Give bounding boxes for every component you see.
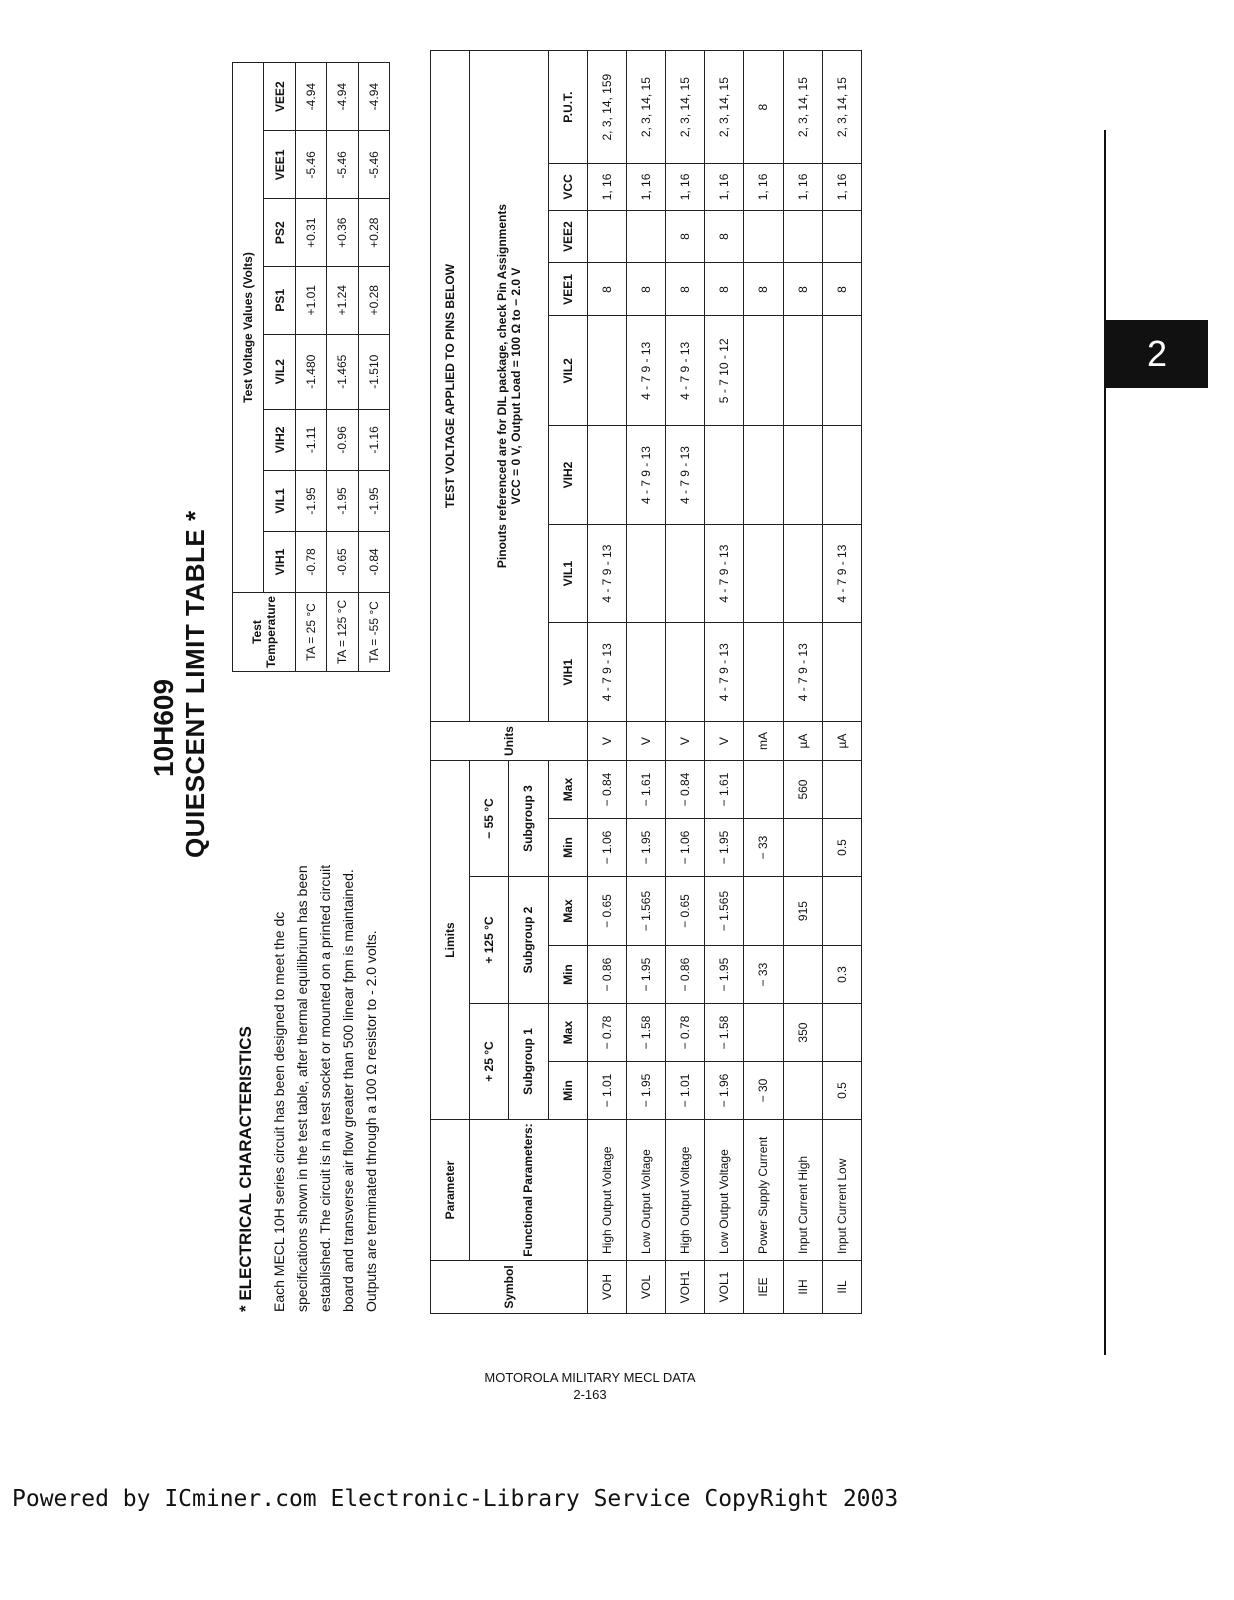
h-subgroup: Subgroup 2 [509, 876, 548, 1003]
parameter-cell: Power Supply Current [744, 1120, 783, 1261]
limit-cell: − 0.84 [666, 761, 705, 819]
pin-cell [626, 524, 665, 623]
limit-cell: 0.3 [822, 946, 861, 1004]
table-row [587, 51, 626, 1314]
units-cell: mA [744, 722, 783, 761]
parameter-cell: High Output Voltage [587, 1120, 626, 1261]
symbol-cell: IIH [783, 1261, 822, 1314]
pin-cell [822, 210, 861, 263]
h-min: Min [548, 946, 587, 1004]
h-min: Min [548, 1062, 587, 1120]
limit-cell [822, 876, 861, 945]
limit-cell: 0.5 [822, 1062, 861, 1120]
h-min: Min [548, 819, 587, 877]
pin-cell [744, 524, 783, 623]
limit-cell [744, 761, 783, 819]
limit-cell: − 0.86 [587, 946, 626, 1004]
table-row [783, 51, 822, 1314]
pin-cell: 5 - 7 10 - 12 [705, 316, 744, 426]
pin-cell: 2, 3, 14, 159 [587, 51, 626, 164]
h-note2: VCC = 0 V, Output Load = 100 Ω to − 2.0 V [508, 267, 523, 505]
symbol-cell: VOL [626, 1261, 665, 1314]
pin-cell [744, 316, 783, 426]
pin-cell: 2, 3, 14, 15 [626, 51, 665, 164]
limit-cell: − 1.01 [587, 1062, 626, 1120]
symbol-cell: IEE [744, 1261, 783, 1314]
pin-cell [783, 524, 822, 623]
pin-cell: 8 [705, 210, 744, 263]
tvv-cell: +1.01 [295, 266, 326, 334]
tvv-col: VEE2 [264, 63, 295, 131]
page-title: QUIESCENT LIMIT TABLE * [180, 510, 210, 858]
tvv-cell: +0.28 [358, 199, 389, 267]
table-row [822, 51, 861, 1314]
limit-cell [783, 946, 822, 1004]
pin-cell: 8 [705, 263, 744, 316]
limit-cell [744, 1004, 783, 1062]
parameter-cell: Input Current High [783, 1120, 822, 1261]
h-functional: Functional Parameters: [470, 1120, 588, 1261]
test-voltage-table [232, 62, 390, 672]
tvv-cell: -1.510 [358, 334, 389, 409]
pin-cell [626, 210, 665, 263]
limit-cell: − 1.01 [666, 1062, 705, 1120]
tvv-cell: -4.94 [327, 63, 358, 131]
tvv-cell: -5.46 [327, 131, 358, 199]
limit-cell: − 0.86 [666, 946, 705, 1004]
tvv-col: PS2 [264, 199, 295, 267]
pin-cell: 1, 16 [626, 164, 665, 210]
limit-cell [822, 1004, 861, 1062]
h-temp: + 25 °C [470, 1004, 509, 1120]
tvv-temp: TA = -55 °C [358, 593, 389, 672]
limit-cell: 560 [783, 761, 822, 819]
pin-cell [666, 524, 705, 623]
limit-cell: − 30 [744, 1062, 783, 1120]
tvv-col: VIH1 [264, 531, 295, 592]
limit-cell: − 1.565 [705, 876, 744, 945]
tvv-col: VIL1 [264, 470, 295, 531]
tvv-col: VEE1 [264, 131, 295, 199]
pin-cell: 4 - 7 9 - 13 [587, 623, 626, 722]
limit-cell: − 0.65 [666, 876, 705, 945]
tvv-cell: -1.480 [295, 334, 326, 409]
pin-cell: 8 [626, 263, 665, 316]
symbol-cell: VOH1 [666, 1261, 705, 1314]
units-cell: µA [822, 722, 861, 761]
pin-cell: 8 [744, 263, 783, 316]
pin-cell [822, 316, 861, 426]
pin-cell [666, 623, 705, 722]
limit-cell: − 33 [744, 819, 783, 877]
tvv-cell: +0.36 [327, 199, 358, 267]
tvv-cell: -1.95 [295, 470, 326, 531]
h-pin-col: VEE2 [548, 210, 587, 263]
parameter-cell: Low Output Voltage [626, 1120, 665, 1261]
h-units: Units [431, 722, 588, 761]
h-parameter: Parameter [431, 1120, 470, 1261]
quiescent-limit-table [430, 50, 862, 1314]
pin-cell [587, 210, 626, 263]
pin-cell: 1, 16 [783, 164, 822, 210]
limit-cell: − 1.61 [705, 761, 744, 819]
h-pin-col: VIL2 [548, 316, 587, 426]
table-row [666, 51, 705, 1314]
pin-cell: 4 - 7 9 - 13 [587, 524, 626, 623]
electrical-body: Each MECL 10H series circuit has been designed to meet the dc specifications shown in the test table, after thermal equilibrium has been established. The circuit is in a test socket or mounted on a printed circuit board and transverse air flow greater than 500 linear fpm is maintained. Outputs are terminated through a 100 Ω resistor to - 2.0 volts. [271, 864, 379, 1312]
tvv-cell: +0.31 [295, 199, 326, 267]
h-symbol: Symbol [431, 1261, 588, 1314]
tvv-cell: -1.16 [358, 409, 389, 470]
h-limits: Limits [431, 761, 470, 1120]
pin-cell: 4 - 7 9 - 13 [626, 426, 665, 525]
limit-cell [822, 761, 861, 819]
units-cell: V [666, 722, 705, 761]
table-row [327, 63, 358, 672]
limit-cell: − 33 [744, 946, 783, 1004]
h-subgroup: Subgroup 1 [509, 1004, 548, 1120]
h-pin-col: VIL1 [548, 524, 587, 623]
limit-cell: − 1.58 [705, 1004, 744, 1062]
limit-cell: − 1.96 [705, 1062, 744, 1120]
pin-cell: 8 [783, 263, 822, 316]
h-pin-col: P.U.T. [548, 51, 587, 164]
pin-cell: 8 [666, 263, 705, 316]
h-temp: − 55 °C [470, 761, 509, 877]
parameter-cell: Low Output Voltage [705, 1120, 744, 1261]
tvv-cell: -1.465 [327, 334, 358, 409]
pin-cell: 4 - 7 9 - 13 [822, 524, 861, 623]
section-tab: 2 [1106, 320, 1208, 388]
parameter-cell: Input Current Low [822, 1120, 861, 1261]
tvv-cell: -5.46 [358, 131, 389, 199]
pin-cell [626, 623, 665, 722]
limit-cell: − 0.65 [587, 876, 626, 945]
pin-cell: 1, 16 [822, 164, 861, 210]
pin-cell [744, 623, 783, 722]
limit-cell: − 1.95 [705, 819, 744, 877]
tvv-col: VIL2 [264, 334, 295, 409]
tvv-cell: -5.46 [295, 131, 326, 199]
table-row [295, 63, 326, 672]
h-test-voltage: TEST VOLTAGE APPLIED TO PINS BELOW [431, 51, 470, 722]
electrical-heading: * ELECTRICAL CHARACTERISTICS [236, 1026, 255, 1312]
pin-cell: 1, 16 [705, 164, 744, 210]
pin-cell [587, 426, 626, 525]
tvv-col: PS1 [264, 266, 295, 334]
tvv-cell: -1.11 [295, 409, 326, 470]
limit-cell: − 0.84 [587, 761, 626, 819]
pin-cell [705, 426, 744, 525]
limit-cell: 915 [783, 876, 822, 945]
pin-cell: 8 [744, 51, 783, 164]
limit-cell [783, 1062, 822, 1120]
units-cell: V [626, 722, 665, 761]
powered-by-text: Powered by ICminer.com Electronic-Library Service CopyRight 2003 [12, 1486, 899, 1512]
tvv-cell: -1.95 [327, 470, 358, 531]
h-pin-col: VEE1 [548, 263, 587, 316]
symbol-cell: IIL [822, 1261, 861, 1314]
units-cell: µA [783, 722, 822, 761]
pin-cell: 4 - 7 9 - 13 [705, 524, 744, 623]
part-number: 10H609 [148, 678, 179, 778]
tvv-col: VIH2 [264, 409, 295, 470]
symbol-cell: VOH [587, 1261, 626, 1314]
tvv-cell: -0.65 [327, 531, 358, 592]
pin-cell: 1, 16 [587, 164, 626, 210]
limit-cell: − 1.95 [626, 946, 665, 1004]
h-max: Max [548, 761, 587, 819]
limit-cell: − 0.78 [587, 1004, 626, 1062]
tvv-temp-header: Test Temperature [233, 593, 296, 672]
pin-cell [783, 426, 822, 525]
h-max: Max [548, 1004, 587, 1062]
pin-cell: 4 - 7 9 - 13 [666, 316, 705, 426]
table-row [744, 51, 783, 1314]
parameter-cell: High Output Voltage [666, 1120, 705, 1261]
pin-cell: 4 - 7 9 - 13 [783, 623, 822, 722]
pin-cell: 2, 3, 14, 15 [822, 51, 861, 164]
pin-cell: 2, 3, 14, 15 [666, 51, 705, 164]
tvv-cell: -4.94 [295, 63, 326, 131]
limit-cell: − 1.95 [705, 946, 744, 1004]
units-cell: V [705, 722, 744, 761]
limit-cell [744, 876, 783, 945]
limit-cell: 0.5 [822, 819, 861, 877]
limit-cell: − 1.565 [626, 876, 665, 945]
tvv-cell: -1.95 [358, 470, 389, 531]
tvv-cell: -4.94 [358, 63, 389, 131]
table-row [705, 51, 744, 1314]
h-temp: + 125 °C [470, 876, 509, 1003]
tvv-cell: -0.96 [327, 409, 358, 470]
h-pin-col: VIH2 [548, 426, 587, 525]
tvv-cell: -0.78 [295, 531, 326, 592]
pin-cell [783, 316, 822, 426]
pin-cell [822, 426, 861, 525]
h-pin-col: VIH1 [548, 623, 587, 722]
pin-cell: 4 - 7 9 - 13 [666, 426, 705, 525]
pin-cell: 2, 3, 14, 15 [705, 51, 744, 164]
table-row [358, 63, 389, 672]
pin-cell [783, 210, 822, 263]
units-cell: V [587, 722, 626, 761]
pin-cell: 1, 16 [666, 164, 705, 210]
limit-cell: − 0.78 [666, 1004, 705, 1062]
tvv-cell: +0.28 [358, 266, 389, 334]
limit-cell: − 1.61 [626, 761, 665, 819]
pin-cell: 8 [666, 210, 705, 263]
table-row [626, 51, 665, 1314]
symbol-cell: VOL1 [705, 1261, 744, 1314]
pin-cell: 1, 16 [744, 164, 783, 210]
tvv-cell: -0.84 [358, 531, 389, 592]
tvv-caption: Test Voltage Values (Volts) [233, 63, 264, 593]
limit-cell: − 1.06 [587, 819, 626, 877]
pin-cell [587, 316, 626, 426]
tvv-cell: +1.24 [327, 266, 358, 334]
pin-cell: 8 [822, 263, 861, 316]
pin-cell [744, 426, 783, 525]
h-note1: Pinouts referenced are for DIL package, check Pin Assignments [494, 203, 509, 569]
limit-cell: − 1.06 [666, 819, 705, 877]
limit-cell: − 1.95 [626, 819, 665, 877]
pin-cell: 4 - 7 9 - 13 [705, 623, 744, 722]
footer-page-number: 2-163 [573, 1387, 607, 1402]
h-pin-col: VCC [548, 164, 587, 210]
pin-cell: 2, 3, 14, 15 [783, 51, 822, 164]
pin-cell [822, 623, 861, 722]
pin-cell [744, 210, 783, 263]
tvv-temp: TA = 125 °C [327, 593, 358, 672]
pin-cell: 4 - 7 9 - 13 [626, 316, 665, 426]
h-notes [470, 51, 548, 722]
limit-cell: 350 [783, 1004, 822, 1062]
tvv-temp: TA = 25 °C [295, 593, 326, 672]
pin-cell: 8 [587, 263, 626, 316]
limit-cell: − 1.95 [626, 1062, 665, 1120]
footer-divider [1104, 130, 1106, 1355]
limit-cell [783, 819, 822, 877]
h-max: Max [548, 876, 587, 945]
limit-cell: − 1.58 [626, 1004, 665, 1062]
h-subgroup: Subgroup 3 [509, 761, 548, 877]
footer-publisher: MOTOROLA MILITARY MECL DATA [484, 1370, 696, 1385]
